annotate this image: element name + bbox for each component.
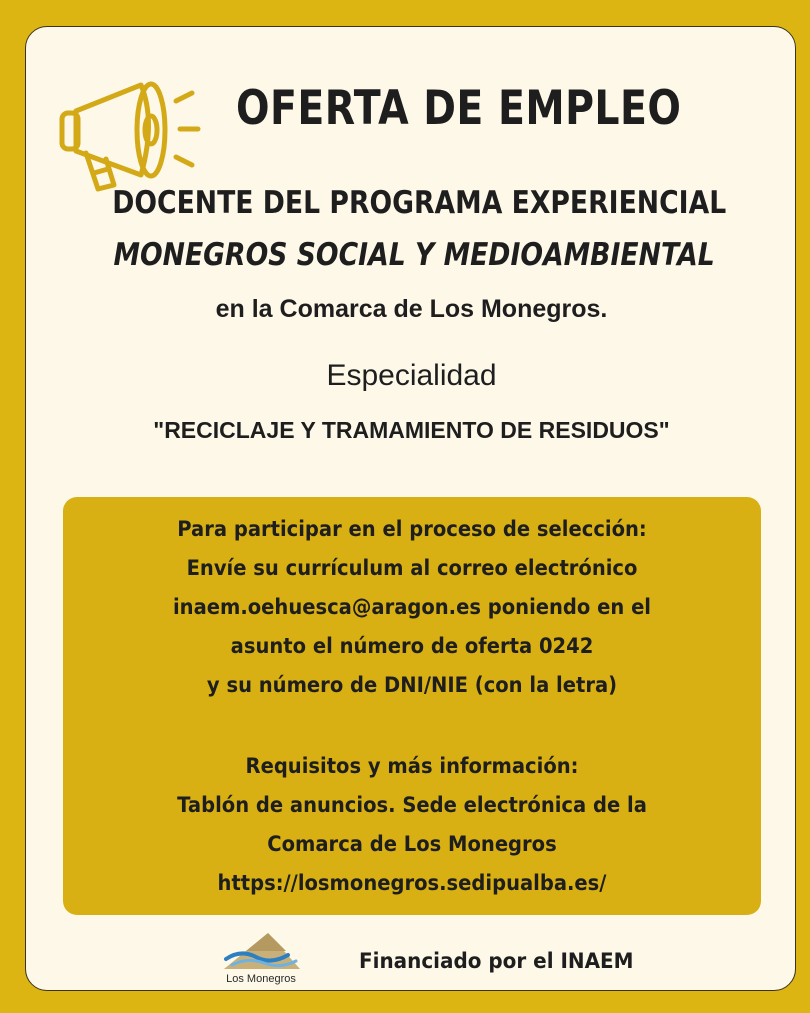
info-line: Tablón de anuncios. Sede electrónica de la [177,793,647,817]
mountain-logo-icon [216,929,306,975]
megaphone-icon [56,71,226,201]
info-line: asunto el número de oferta 0242 [230,634,594,658]
logo-text: Los Monegros [226,973,296,985]
position-title: DOCENTE DEL PROGRAMA EXPERIENCIAL [112,185,727,221]
speciality-value: "RECICLAJE Y TRAMAMIENTO DE RESIDUOS" [153,417,670,443]
info-email-line: inaem.oehuesca@aragon.es poniendo en el [172,595,652,619]
job-offer-card [25,26,796,991]
info-line: Envíe su currículum al correo electrónico [186,556,638,580]
info-line: Comarca de Los Monegros [267,832,557,856]
location-text: en la Comarca de Los Monegros. [215,295,608,323]
info-url-link[interactable]: https://losmonegros.sedipualba.es/ [217,871,607,895]
page-title: OFERTA DE EMPLEO [236,81,682,136]
funded-by-text: Financiado por el INAEM [359,949,634,973]
requirements-heading: Requisitos y más información: [245,754,579,778]
application-info-box [63,497,761,915]
speciality-label: Especialidad [326,359,497,392]
info-line: y su número de DNI/NIE (con la letra) [206,673,618,697]
los-monegros-logo [216,929,306,991]
program-name: MONEGROS SOCIAL Y MEDIOAMBIENTAL [113,237,715,273]
info-heading: Para participar en el proceso de selección: [177,517,647,541]
